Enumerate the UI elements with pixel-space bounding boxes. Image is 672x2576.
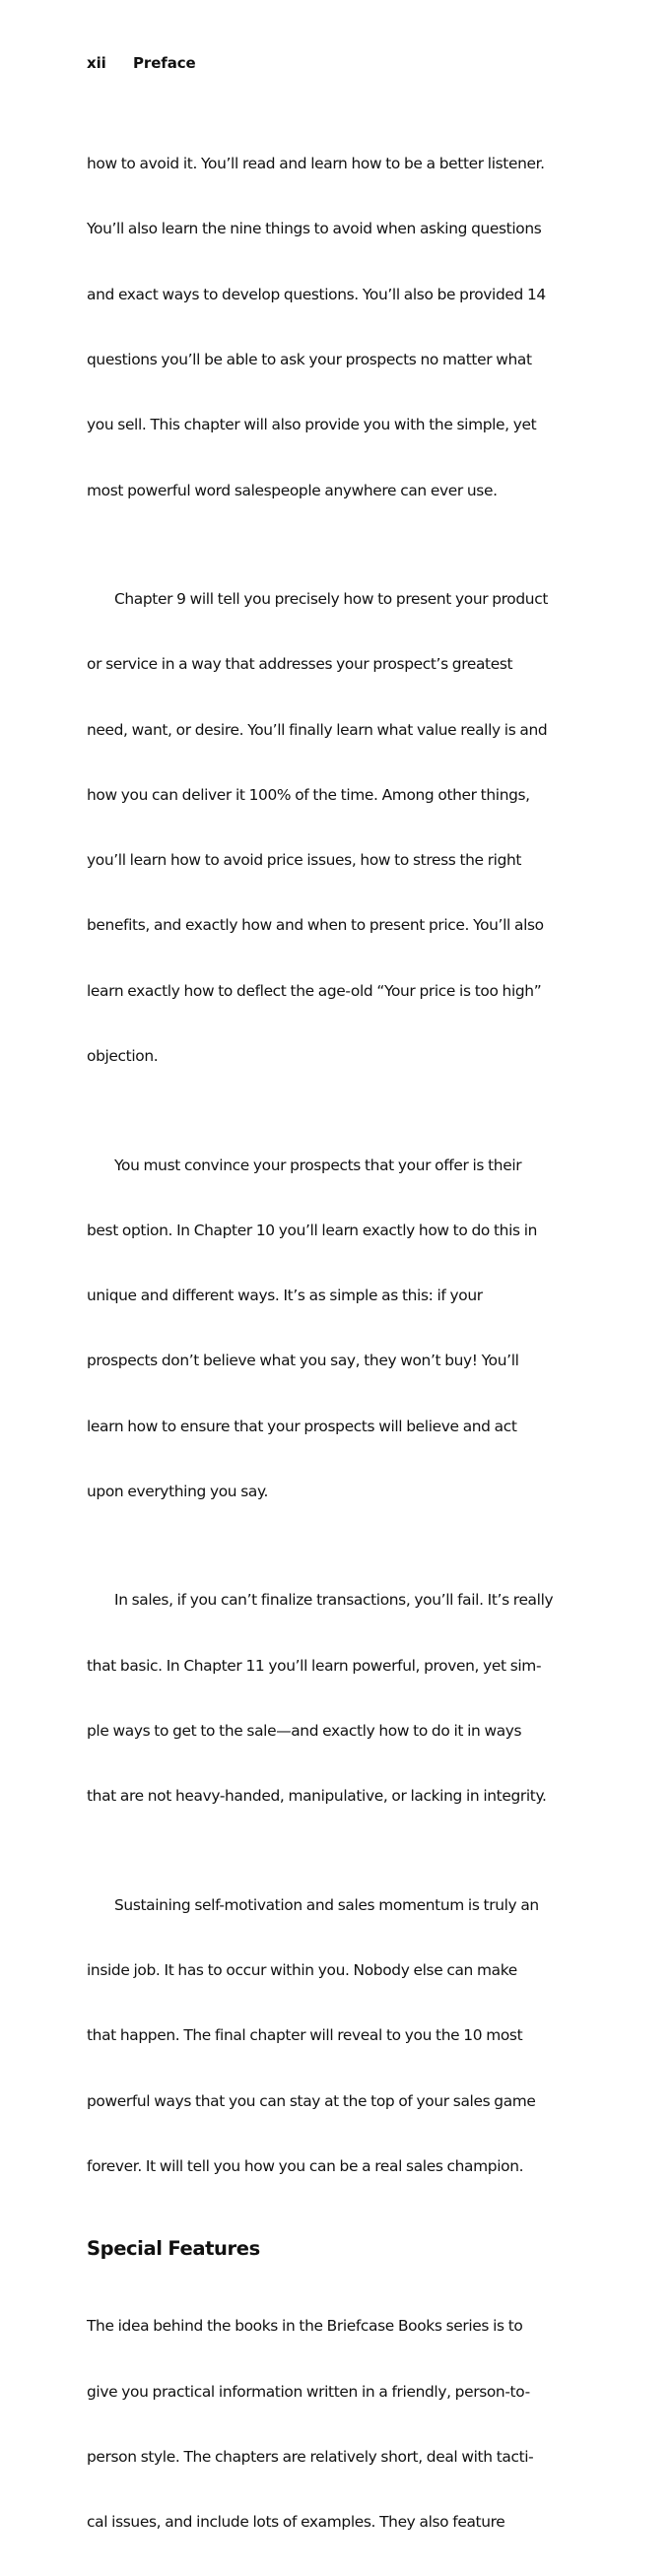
paragraph-3 (87, 1546, 587, 1850)
text-line: how you can deliver it 100% of the time. Among other things, (87, 785, 530, 804)
running-head (87, 52, 196, 74)
paragraph-4 (87, 1851, 587, 2221)
text-line: powerful ways that you can stay at the top of your sales game (87, 2091, 536, 2110)
section-heading: Special Features (87, 2237, 260, 2261)
text-line: learn exactly how to deflect the age-old “Your price is too high” (87, 981, 542, 1000)
page-number: xii (87, 54, 106, 72)
text-line: learn how to ensure that your prospects will believe and act (87, 1417, 517, 1435)
text-line: ple ways to get to the sale—and exactly how to do it in ways (87, 1721, 522, 1740)
running-title: Preface (133, 54, 196, 72)
text-line: forever. It will tell you how you can be a real sales champion. (87, 2156, 524, 2175)
paragraph-0 (87, 109, 587, 545)
text-line: inside job. It has to occur within you. Nobody else can make (87, 1960, 517, 1979)
text-line: and exact ways to develop questions. You’ll also be provided 14 (87, 285, 546, 303)
text-line: most powerful word salespeople anywhere can ever use. (87, 481, 498, 499)
text-line: questions you’ll be able to ask your prospects no matter what (87, 351, 532, 369)
text-line: You must convince your prospects that your offer is their (114, 1156, 522, 1174)
text-line: Sustaining self-motivation and sales momentum is truly an (114, 1895, 539, 1914)
text-line: how to avoid it. You’ll read and learn how to be a better listener. (87, 155, 545, 173)
text-line: you’ll learn how to avoid price issues, how to stress the right (87, 851, 522, 870)
paragraph-2 (87, 1110, 587, 1546)
text-line: upon everything you say. (87, 1482, 269, 1500)
text-line: need, want, or desire. You’ll finally learn what value really is and (87, 720, 548, 739)
paragraph-1 (87, 545, 587, 1110)
text-line: In sales, if you can’t finalize transactions, you’ll fail. It’s really (114, 1591, 554, 1610)
body-text (87, 109, 587, 2576)
paragraph-5 (87, 2272, 587, 2576)
text-line: that happen. The final chapter will reveal to you the 10 most (87, 2026, 523, 2045)
text-line: objection. (87, 1047, 159, 1066)
text-line: cal issues, and include lots of examples. They also feature (87, 2513, 505, 2532)
text-line: or service in a way that addresses your prospect’s greatest (87, 655, 513, 674)
text-line: The idea behind the books in the Briefcase Books series is to (87, 2317, 523, 2336)
text-line: prospects don’t believe what you say, they won’t buy! You’ll (87, 1352, 519, 1370)
text-line: You’ll also learn the nine things to avoid when asking questions (87, 220, 542, 238)
text-line: unique and different ways. It’s as simple as this: if your (87, 1287, 483, 1305)
text-line: person style. The chapters are relatively short, deal with tacti- (87, 2447, 534, 2466)
text-line: you sell. This chapter will also provide you with the simple, yet (87, 416, 537, 434)
text-line: Chapter 9 will tell you precisely how to present your product (114, 590, 548, 609)
text-line: benefits, and exactly how and when to present price. You’ll also (87, 916, 544, 935)
text-line: that are not heavy-handed, manipulative, or lacking in integrity. (87, 1787, 547, 1806)
text-line: that basic. In Chapter 11 you’ll learn powerful, proven, yet sim- (87, 1656, 542, 1675)
text-line: best option. In Chapter 10 you’ll learn exactly how to do this in (87, 1221, 538, 1239)
text-line: give you practical information written in a friendly, person-to- (87, 2382, 530, 2401)
